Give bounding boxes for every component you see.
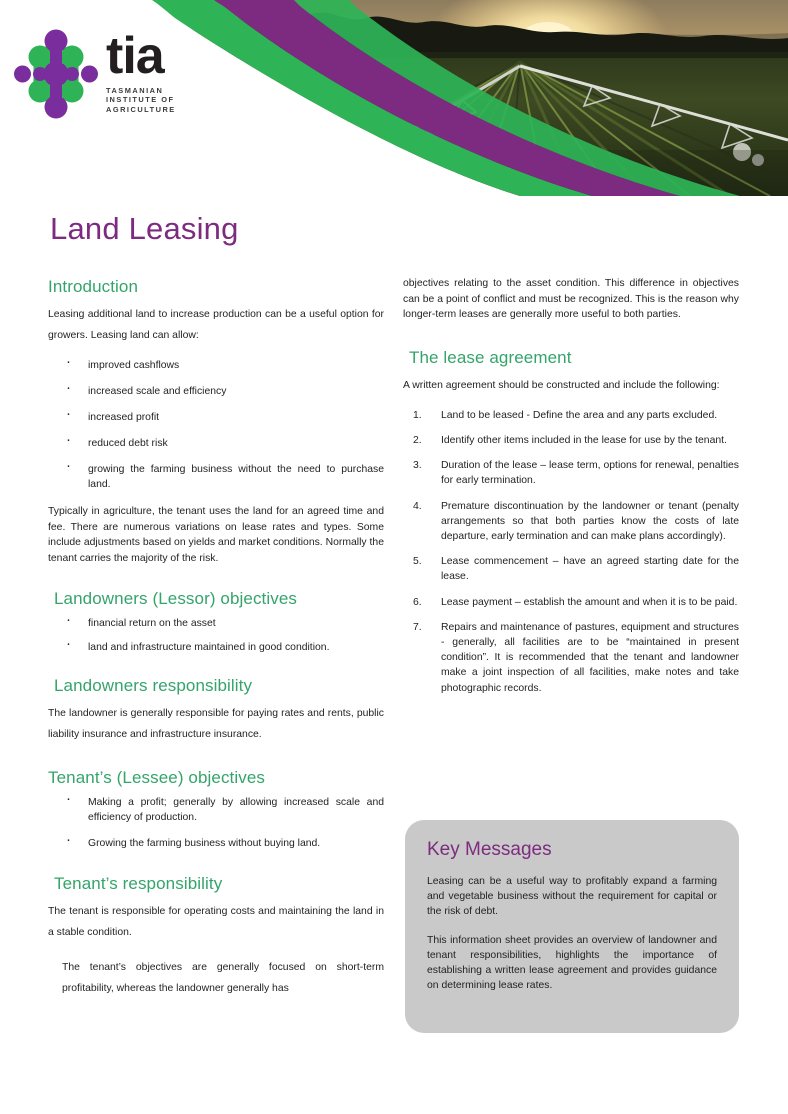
list-item: · financial return on the asset: [48, 616, 384, 631]
list-item: · Making a profit; generally by allowing increased scale and efficiency of production.: [48, 795, 384, 825]
heading-lease-agreement: The lease agreement: [409, 347, 572, 367]
lessor-objectives-list: [48, 616, 384, 655]
key-messages-box: [405, 820, 739, 1033]
list-item: Land to be leased - Define the area and any parts excluded.: [441, 409, 718, 421]
heading-landowners-responsibility: Landowners responsibility: [54, 676, 253, 696]
list-item: · reduced debt risk: [48, 436, 384, 451]
list-item: · improved cashflows: [48, 358, 384, 373]
tia-logo-subtitle-line-2: INSTITUTE OF: [106, 95, 175, 105]
list-item: · increased profit: [48, 410, 384, 425]
key-messages-paragraph: Leasing can be a useful way to profitably expand a farming and vegetable business without the requirement for capital or the risk of debt.: [427, 876, 717, 918]
tia-logo-mark-icon: [14, 28, 98, 120]
lessee-objectives-list: [48, 795, 384, 851]
key-messages-paragraph: This information sheet provides an overview of landowner and tenant responsibilities, highlights the importance of establishing a written lease agreement and provides guidance on determining lease rates.: [427, 934, 717, 992]
list-item: Repairs and maintenance of pastures, equipment and structures - generally, all facilities are to be “maintained in present condition”. It is recommended that the tenant and landowner make a joint inspection of all facilities, make notes and take photographic records.: [441, 621, 739, 694]
tenants-responsibility-paragraph: The tenant is responsible for operating costs and maintaining the land in a stable condition.: [48, 906, 384, 939]
list-item: · growing the farming business without the need to purchase land.: [48, 462, 384, 492]
list-item: · Growing the farming business without buying land.: [48, 836, 384, 851]
list-item: Premature discontinuation by the landowner or tenant (penalty arrangements so that both parties know the costs of late departure, early termination and can make plans accordingly).: [441, 500, 739, 542]
heading-lessor-objectives: Landowners (Lessor) objectives: [54, 589, 298, 609]
header-banner: [0, 0, 788, 196]
lease-agreement-intro: A written agreement should be constructed and include the following:: [403, 379, 720, 391]
heading-lessee-objectives: Tenant’s (Lessee) objectives: [48, 768, 265, 788]
list-item: Identify other items included in the lease for use by the tenant.: [441, 434, 727, 446]
heading-tenants-responsibility: Tenant’s responsibility: [54, 874, 223, 894]
left-column: [48, 276, 384, 1011]
right-column: [403, 276, 739, 706]
heading-introduction: Introduction: [48, 277, 139, 296]
intro-bullet-list: [48, 358, 384, 492]
tia-wordmark-text: tia: [106, 27, 164, 85]
continuation-paragraph: objectives relating to the asset condition. This difference in objectives can be a point of conflict and must be recognized. This is the reason why longer-term leases are generally more useful to both parties.: [403, 278, 739, 321]
list-item: · land and infrastructure maintained in good condition.: [48, 640, 384, 655]
landowners-responsibility-paragraph: The landowner is generally responsible for paying rates and rents, public liability insurance and infrastructure insurance.: [48, 708, 384, 741]
key-messages-heading: Key Messages: [427, 839, 552, 860]
list-item: Lease payment – establish the amount and when it is to be paid.: [441, 596, 738, 608]
list-item: · increased scale and efficiency: [48, 384, 384, 399]
intro-paragraph: Leasing additional land to increase production can be a useful option for growers. Leasing land can allow:: [48, 309, 384, 341]
lease-agreement-list: [403, 408, 739, 696]
list-item: Duration of the lease – lease term, options for renewal, penalties for early termination.: [441, 460, 739, 487]
page-title: Land Leasing: [50, 211, 239, 246]
tia-wordmark: [106, 29, 206, 121]
tia-logo-subtitle-line-3: AGRICULTURE: [106, 104, 176, 114]
tia-logo: [14, 28, 204, 124]
tia-logo-subtitle-line-1: TASMANIAN: [106, 86, 164, 95]
typical-agriculture-paragraph: Typically in agriculture, the tenant uses the land for an agreed time and fee. There are numerous variations on lease rates and types. Some include adjustments based on yields and market conditions. Normally the tenant carries the majority of the risk.: [48, 506, 384, 564]
tenant-objectives-paragraph: The tenant’s objectives are generally focused on short-term profitability, whereas the landowner generally has: [62, 962, 384, 995]
list-item: Lease commencement – have an agreed starting date for the lease.: [441, 556, 739, 583]
tia-logo-subtitle: [106, 86, 206, 114]
